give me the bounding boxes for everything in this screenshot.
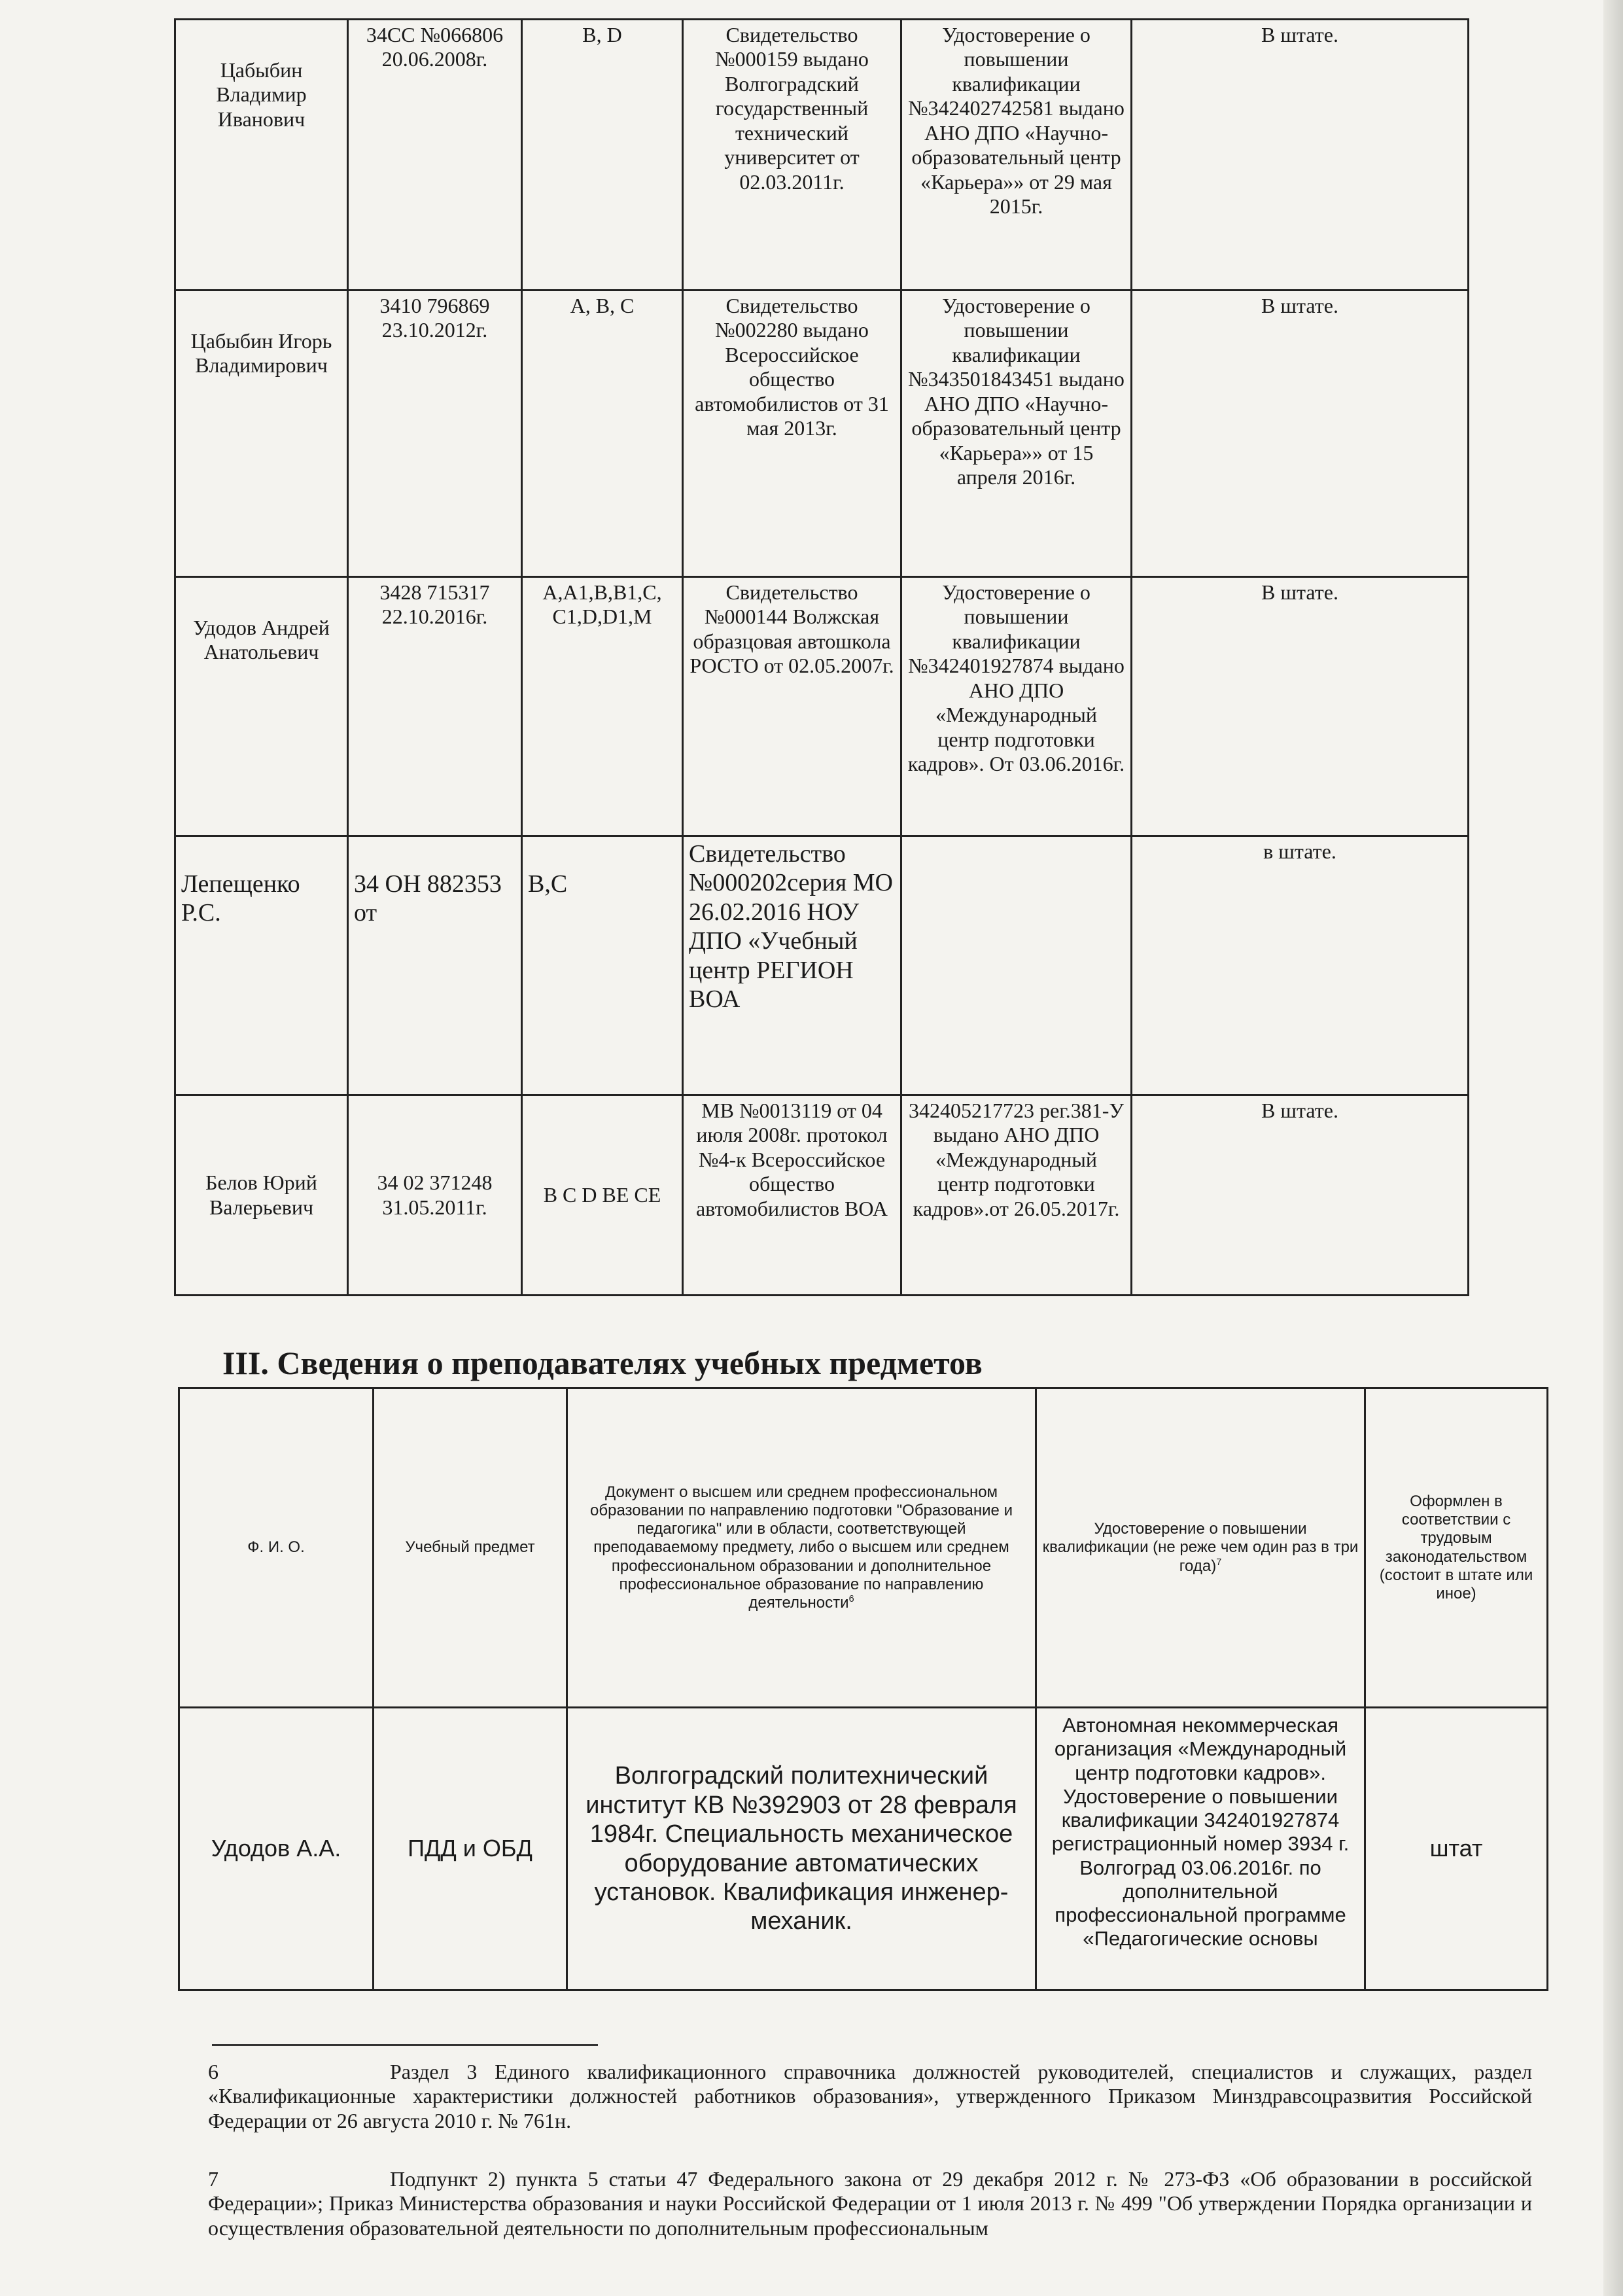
driver-qualification: Удостоверение о повышении квалификации №342402742581 выдано АНО ДПО «Научно-образовательный центр «Карьера»» от 29 мая 2015г.	[901, 20, 1132, 291]
page-edge	[1603, 0, 1623, 2296]
driver-name: Цабыбин Владимир Иванович	[175, 20, 348, 291]
driver-categories: B C D BE CE	[522, 1095, 683, 1296]
driver-status: в штате.	[1132, 836, 1469, 1095]
driver-status: В штате.	[1132, 291, 1469, 577]
driver-categories: A,A1,B,B1,C, C1,D,D1,M	[522, 577, 683, 836]
driver-categories: В,С	[522, 836, 683, 1095]
header-education	[567, 1388, 1036, 1708]
driver-qualification: 342405217723 рег.381-У выдано АНО ДПО «Международный центр подготовки кадров».от 26.05.2017г.	[901, 1095, 1132, 1296]
driver-license: 3410 796869 23.10.2012г.	[348, 291, 522, 577]
driver-name: Удодов Андрей Анатольевич	[175, 577, 348, 836]
driver-certificate: Свидетельство №000159 выдано Волгоградский государственный технический университет от 02.03.2011г.	[683, 20, 901, 291]
footnote-ref-7: 7	[1216, 1557, 1222, 1568]
footnote-7	[208, 2167, 1532, 2240]
teachers-table	[178, 1387, 1548, 1991]
teacher-employment: штат	[1365, 1708, 1548, 1990]
footnote-text: Раздел 3 Единого квалификационного справочника должностей руководителей, специалистов и служащих, раздел «Квалификационные характеристики должностей работников образования», утвержденного Приказом Минздравсоцразвития Российской Федерации от 26 августа 2010 г. № 761н.	[208, 2060, 1532, 2132]
footnote-separator	[212, 2044, 598, 2046]
driver-license: 34 02 371248 31.05.2011г.	[348, 1095, 522, 1296]
table-row	[179, 1708, 1548, 1990]
driver-qualification: Удостоверение о повышении квалификации №343501843451 выдано АНО ДПО «Научно-образовательный центр «Карьера»» от 15 апреля 2016г.	[901, 291, 1132, 577]
table-header-row	[179, 1388, 1548, 1708]
teacher-education: Волгоградский политехнический институт КВ №392903 от 28 февраля 1984г. Специальность механическое оборудование автоматических установок. Квалификация инженер-механик.	[567, 1708, 1036, 1990]
footnote-text: Подпункт 2) пункта 5 статьи 47 Федерального закона от 29 декабря 2012 г. № 273-ФЗ «Об образовании в российской Федерации»; Приказ Министерства образования и науки Российской Федерации от 1 июля 2013 г. № 499 "Об утверждении Порядка организации и осуществления образовательной деятельности по дополнительным профессиональным	[208, 2167, 1532, 2240]
driver-name: Цабыбин Игорь Владимирович	[175, 291, 348, 577]
header-education-text: Документ о высшем или среднем профессиональном образовании по направлению подготовки "Образование и педагогика" или в области, соответствующей преподаваемому предмету, либо о высшем или среднем профессиональном образовании и дополнительное профессиональное образование по направлению деятельности	[590, 1483, 1013, 1612]
header-name: Ф. И. О.	[179, 1388, 374, 1708]
driver-status: В штате.	[1132, 20, 1469, 291]
driver-status: В штате.	[1132, 577, 1469, 836]
driver-certificate: МВ №0013119 от 04 июля 2008г. протокол №4-к Всероссийское общество автомобилистов ВОА	[683, 1095, 901, 1296]
drivers-table	[174, 18, 1469, 1296]
header-qualification-text: Удостоверение о повышении квалификации (не реже чем один раз в три года)	[1042, 1520, 1359, 1575]
table-row	[175, 20, 1469, 291]
table-row	[175, 836, 1469, 1095]
table-row	[175, 291, 1469, 577]
teacher-qualification: Автономная некоммерческая организация «Международный центр подготовки кадров». Удостоверение о повышении квалификации 342401927874 регистрационный номер 3934 г. Волгоград 03.06.2016г. по дополнительной профессиональной программе «Педагогические основы	[1036, 1708, 1365, 1990]
driver-name: Белов Юрий Валерьевич	[175, 1095, 348, 1296]
footnote-number: 7	[208, 2167, 218, 2191]
section-heading: III. Сведения о преподавателях учебных предметов	[222, 1345, 983, 1381]
header-qualification	[1036, 1388, 1365, 1708]
driver-name: Лепещенко Р.С.	[175, 836, 348, 1095]
driver-certificate: Свидетельство №002280 выдано Всероссийское общество автомобилистов от 31 мая 2013г.	[683, 291, 901, 577]
driver-certificate: Свидетельство №000202серия МО 26.02.2016 НОУ ДПО «Учебный центр РЕГИОН ВОА	[683, 836, 901, 1095]
header-subject: Учебный предмет	[374, 1388, 567, 1708]
driver-certificate: Свидетельство №000144 Волжская образцовая автошкола РОСТО от 02.05.2007г.	[683, 577, 901, 836]
driver-qualification: Удостоверение о повышении квалификации №342401927874 выдано АНО ДПО «Международный центр подготовки кадров». От 03.06.2016г.	[901, 577, 1132, 836]
driver-license: 34 ОН 882353 от	[348, 836, 522, 1095]
driver-categories: A, B, C	[522, 291, 683, 577]
teacher-name: Удодов А.А.	[179, 1708, 374, 1990]
driver-license: 34СС №066806 20.06.2008г.	[348, 20, 522, 291]
teacher-subject: ПДД и ОБД	[374, 1708, 567, 1990]
driver-qualification	[901, 836, 1132, 1095]
driver-categories: B, D	[522, 20, 683, 291]
table-row	[175, 577, 1469, 836]
driver-license: 3428 715317 22.10.2016г.	[348, 577, 522, 836]
driver-status: В штате.	[1132, 1095, 1469, 1296]
header-employment: Оформлен в соответствии с трудовым законодательством (состоит в штате или иное)	[1365, 1388, 1548, 1708]
footnote-6	[208, 2060, 1532, 2133]
footnote-number: 6	[208, 2060, 218, 2083]
table-row	[175, 1095, 1469, 1296]
footnote-ref-6: 6	[848, 1593, 854, 1604]
